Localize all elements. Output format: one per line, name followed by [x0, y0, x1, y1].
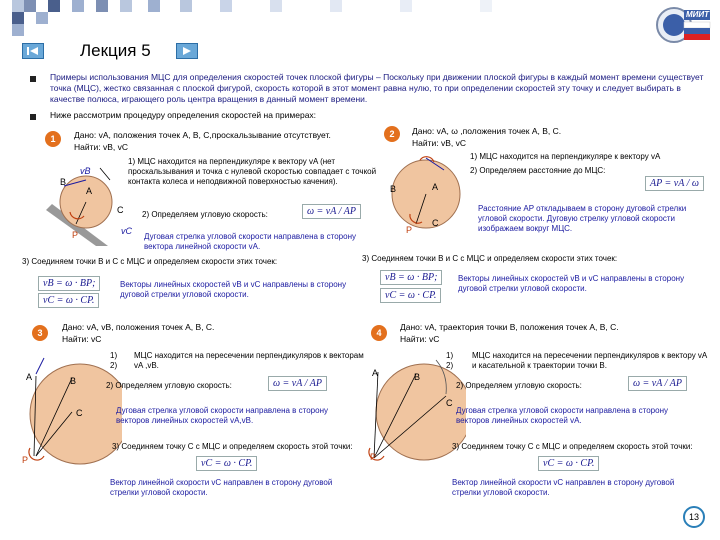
- ex3-arrow-note: Дуговая стрелка угловой скорости направлена в сторону векторов линейных скоростей vA,vB.: [116, 406, 328, 425]
- bullet-marker: [30, 114, 36, 120]
- intro-paragraph: Примеры использования МЦС для определения скоростей точек плоской фигуры – Поскольку при движении плоской фигуры в каждый момент времени существует точка (МЦС), жестко связанная с плоской фигурой, скорость которой в этот момент равна нулю, то при определении скоростей эту точку и следует выбирать в качестве полюса, играющего роль центра вращения в данный момент времени.: [50, 72, 704, 104]
- ex1-step3: 3) Соединяем точки B и C с МЦС и определяем скорости этих точек:: [22, 257, 278, 266]
- ex3-step2: 2) Определяем угловую скорость:: [106, 381, 232, 390]
- ex1-omega-formula: ω = vA / AP: [302, 204, 361, 219]
- ex4-step2: 2) Определяем угловую скорость:: [456, 381, 582, 390]
- first-slide-button[interactable]: [22, 43, 44, 59]
- ex3-label-a: A: [26, 372, 33, 382]
- ex1-vc-formula: vC = ω · CP.: [38, 293, 99, 308]
- page-title: Лекция 5: [80, 41, 151, 60]
- ex4-result-note: Вектор линейной скорости vC направлен в сторону дуговой стрелки угловой скорости.: [452, 478, 675, 497]
- next-slide-button[interactable]: [176, 43, 198, 59]
- ex1-label-b: B: [60, 177, 67, 187]
- ex3-label-c: C: [76, 408, 83, 418]
- ex1-label-c: C: [117, 205, 124, 215]
- ex3-label-b: B: [70, 376, 77, 386]
- ex2-note: Расстояние AP откладываем в сторону дуговой стрелки угловой скорости. Дуговую стрелку угловой скорости изображаем вокруг МЦС.: [478, 204, 687, 233]
- example-3-badge: 3: [32, 325, 48, 341]
- ex2-step1: 1) МЦС находится на перпендикуляре к вектору vA: [470, 152, 661, 161]
- ex3-step2-num: 2): [110, 361, 118, 370]
- ex2-vb-formula: vB = ω · BP;: [380, 270, 442, 285]
- ex1-label-vb: vB: [80, 166, 91, 176]
- ex3-given: Дано: vA, vB, положения точек A, B, C.: [62, 322, 215, 332]
- ex1-arrow-note: Дуговая стрелка угловой скорости направлена в сторону вектора линейной скорости vA.: [144, 232, 356, 251]
- ex3-body-diagram: [22, 352, 122, 468]
- ex2-label-a: A: [432, 182, 439, 192]
- intro-lead: Ниже рассмотрим процедуру определения скоростей на примерах:: [50, 110, 317, 120]
- ex4-step2-num: 2): [446, 361, 454, 370]
- ex2-vc-formula: vC = ω · CP.: [380, 288, 441, 303]
- ex3-step1: МЦС находится на пересечении перпендикуляров к векторам vA ,vB.: [134, 351, 364, 370]
- ex2-ap-formula: AP = vA / ω: [645, 176, 704, 191]
- ex3-result-note: Вектор линейной скорости vC направлен в сторону дуговой стрелки угловой скорости.: [110, 478, 333, 497]
- ex3-label-p: P: [22, 455, 29, 465]
- ex4-step1-num: 1): [446, 351, 454, 360]
- ex1-label-p: P: [72, 230, 79, 240]
- ex2-step3: 3) Соединяем точки B и C с МЦС и определяем скорости этих точек:: [362, 254, 618, 263]
- ex1-vb-formula: vB = ω · BP;: [38, 276, 100, 291]
- ex4-label-c: C: [446, 398, 453, 408]
- logo-text: МИИТ: [686, 10, 710, 19]
- example-1-badge: 1: [45, 131, 61, 147]
- ex2-given: Дано: vA, ω ,положения точек A, B, C.: [412, 126, 562, 136]
- ex4-step3: 3) Соединяем точку C с МЦС и определяем скорость этой точки:: [452, 442, 693, 451]
- page-number: 13: [683, 506, 705, 528]
- ex3-step3: 3) Соединяем точку C с МЦС и определяем скорость этой точки:: [112, 442, 353, 451]
- ex4-label-a: A: [372, 368, 379, 378]
- ex2-label-p: P: [406, 225, 413, 235]
- ex1-step1: 1) МЦС находится на перпендикуляре к вектору vA (нет проскальзывания и точка с нулевой скоростью совпадает с точкой контакта колеса и неподвижной поверхностью качения).: [128, 157, 377, 186]
- ex3-omega-formula: ω = vA / AP: [268, 376, 327, 391]
- ex3-step1-num: 1): [110, 351, 118, 360]
- ex4-vc-formula: vC = ω · CP.: [538, 456, 599, 471]
- ex4-given: Дано: vA, траектория точки B, положения точек A, B, C.: [400, 322, 619, 332]
- ex2-step2: 2) Определяем расстояние до МЦС:: [470, 166, 606, 175]
- ex2-result-note: Векторы линейных скоростей vB и vC направлены в сторону дуговой стрелки угловой скорости.: [458, 274, 685, 293]
- ex1-given: Дано: vA, положения точек A, B, C,проскальзывание отсутствует.: [74, 130, 331, 140]
- example-2-badge: 2: [384, 126, 400, 142]
- ex2-wheel-diagram: [386, 152, 466, 236]
- ex2-label-b: B: [390, 184, 397, 194]
- ex1-find: Найти: vB, vC: [74, 142, 129, 152]
- ex4-arrow-note: Дуговая стрелка угловой скорости направлена в сторону векторов линейных скоростей vA.: [456, 406, 668, 425]
- ex3-find: Найти: vC: [62, 334, 102, 344]
- ex1-label-a: A: [86, 186, 93, 196]
- ex1-step2: 2) Определяем угловую скорость:: [142, 210, 268, 219]
- ex2-label-c: C: [432, 218, 439, 228]
- ex4-body-diagram: [366, 354, 466, 464]
- ex4-find: Найти: vC: [400, 334, 440, 344]
- ex3-vc-formula: vC = ω · CP.: [196, 456, 257, 471]
- example-4-badge: 4: [371, 325, 387, 341]
- ex1-label-vc: vC: [121, 226, 132, 236]
- ex4-step1: МЦС находится на пересечении перпендикуляров к вектору vA и касательной к траектории точки B.: [472, 351, 707, 370]
- bullet-marker: [30, 76, 36, 82]
- ex4-label-p: P: [370, 452, 377, 462]
- university-logo: [652, 4, 712, 46]
- ex4-omega-formula: ω = vA / AP: [628, 376, 687, 391]
- ex2-find: Найти: vB, vC: [412, 138, 467, 148]
- ex1-result-note: Векторы линейных скоростей vB и vC направлены в сторону дуговой стрелки угловой скорости.: [120, 280, 347, 299]
- ex4-label-b: B: [414, 372, 421, 382]
